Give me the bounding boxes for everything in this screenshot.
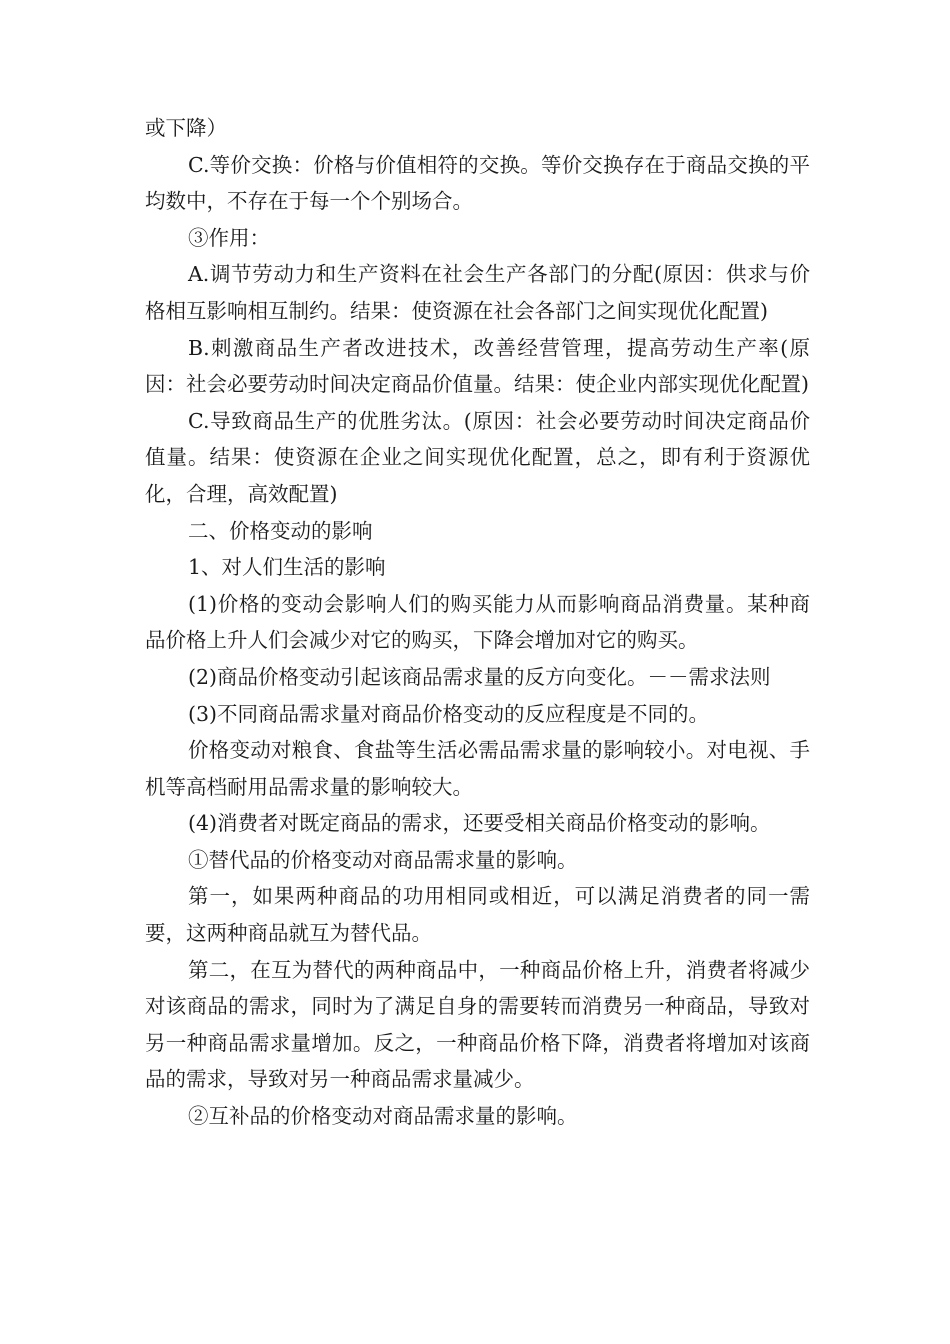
paragraph-13: (4)消费者对既定商品的需求，还要受相关商品价格变动的影响。	[188, 811, 771, 836]
paragraph-1: 或下降）	[145, 116, 227, 140]
paragraph-2: C.等价交换：价格与价值相符的交换。等价交换存在于商品交换的平均数中，不存在于每一个个别场合。	[145, 152, 810, 214]
paragraph-12: 价格变动对粮食、食盐等生活必需品需求量的影响较小。对电视、手机等高档耐用品需求量的影响较大。	[145, 738, 810, 799]
paragraph-3: ③作用：	[188, 225, 270, 250]
paragraph-4: A.调节劳动力和生产资料在社会生产各部门的分配(原因：供求与价格相互影响相互制约。结果：使资源在社会各部门之间实现优化配置)	[145, 262, 810, 323]
paragraph-5: B.刺激商品生产者改进技术，改善经营管理，提高劳动生产率(原因：社会必要劳动时间决定商品价值量。结果：使企业内部实现优化配置)	[145, 335, 810, 397]
section-heading: 二、价格变动的影响	[188, 518, 373, 543]
paragraph-9: (1)价格的变动会影响人们的购买能力从而影响商品消费量。某种商品价格上升人们会减少对它的购买，下降会增加对它的购买。	[145, 591, 810, 653]
subsection-heading: 1、对人们生活的影响	[188, 555, 386, 580]
document-body	[145, 110, 810, 1135]
paragraph-16: 第二，在互为替代的两种商品中，一种商品价格上升，消费者将减少对该商品的需求，同时为了满足自身的需要转而消费另一种商品，导致对另一种商品需求量增加。反之，一种商品价格下降，消费者将增加对该商品的需求，导致对另一种商品需求量减少。	[145, 957, 810, 1092]
paragraph-10: (2)商品价格变动引起该商品需求量的反方向变化。－－需求法则	[188, 664, 771, 689]
paragraph-14: ①替代品的价格变动对商品需求量的影响。	[188, 847, 578, 872]
paragraph-17: ②互补品的价格变动对商品需求量的影响。	[188, 1104, 578, 1129]
paragraph-6: C.导致商品生产的优胜劣汰。(原因：社会必要劳动时间决定商品价值量。结果：使资源在企业之间实现优化配置，总之，即有利于资源优化，合理，高效配置)	[145, 408, 810, 506]
paragraph-11: (3)不同商品需求量对商品价格变动的反应程度是不同的。	[188, 701, 710, 726]
paragraph-15: 第一，如果两种商品的功用相同或相近，可以满足消费者的同一需要，这两种商品就互为替代品。	[145, 884, 810, 946]
